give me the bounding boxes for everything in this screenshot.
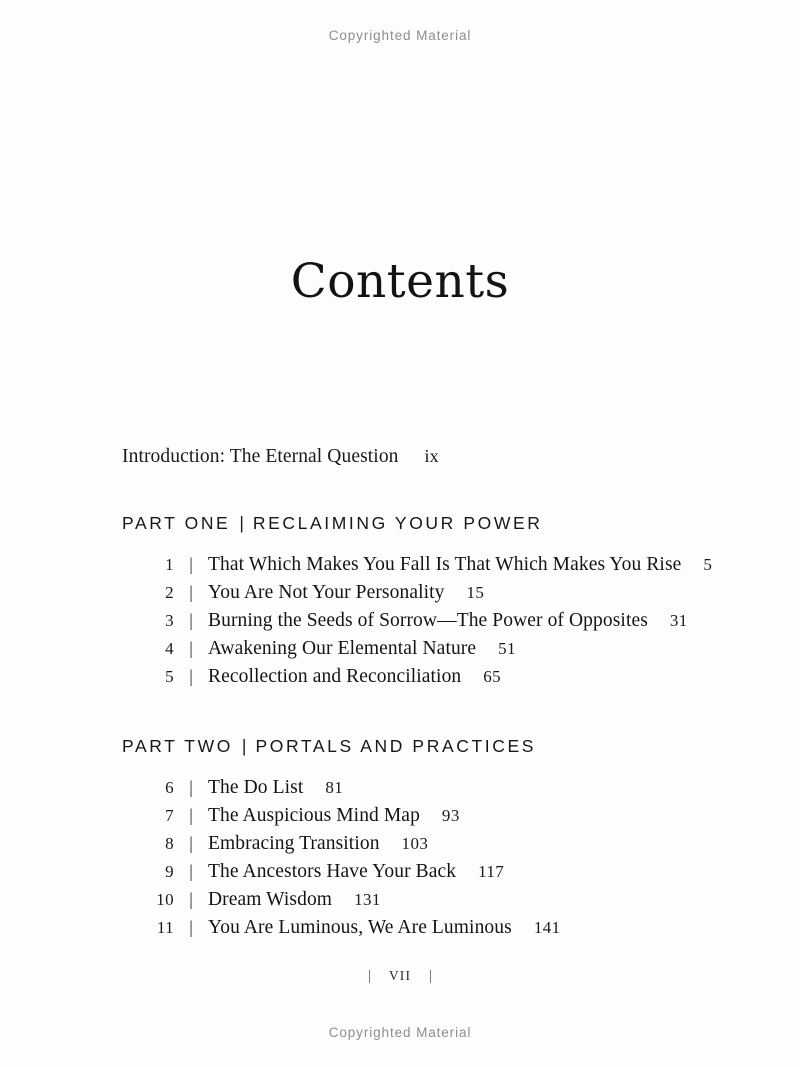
chapter-page-number: 5	[703, 555, 713, 575]
introduction-page-number: ix	[424, 446, 439, 466]
chapter-page-number: 65	[483, 667, 502, 687]
chapter-title: The Do List	[208, 777, 304, 799]
chapter-number: 11	[156, 918, 174, 938]
chapter-divider: |	[189, 610, 193, 631]
table-row[interactable]	[122, 582, 722, 610]
chapter-title: You Are Not Your Personality	[208, 582, 445, 604]
part-heading-two	[122, 736, 722, 757]
chapter-title: Awakening Our Elemental Nature	[208, 638, 477, 660]
copyright-watermark-bottom: Copyrighted Material	[328, 1025, 472, 1040]
chapter-number: 10	[156, 890, 174, 910]
copyright-watermark-top: Copyrighted Material	[328, 28, 472, 43]
chapter-number: 9	[165, 862, 174, 882]
chapter-title: You Are Luminous, We Are Luminous	[208, 917, 512, 939]
chapter-page-number: 103	[401, 834, 429, 854]
chapter-number: 2	[165, 583, 174, 603]
chapter-page-number: 131	[354, 890, 381, 910]
table-row[interactable]	[122, 889, 722, 917]
chapter-page-number: 93	[441, 806, 460, 826]
table-row[interactable]	[122, 554, 722, 582]
chapter-number: 1	[165, 555, 174, 575]
chapter-title: The Auspicious Mind Map	[208, 805, 420, 827]
table-row[interactable]	[122, 610, 722, 638]
folio-left-mark: |	[367, 968, 371, 984]
chapter-list-part-one	[122, 554, 722, 694]
chapter-page-number: 31	[669, 611, 688, 631]
chapter-divider: |	[189, 638, 193, 659]
page-title: Contents	[290, 254, 510, 309]
chapter-page-number: 15	[466, 583, 485, 603]
chapter-list-part-two	[122, 777, 722, 945]
chapter-number: 6	[165, 778, 174, 798]
folio-right-mark: |	[429, 968, 433, 984]
chapter-number: 4	[165, 639, 174, 659]
chapter-divider: |	[189, 582, 193, 603]
chapter-divider: |	[189, 666, 193, 687]
chapter-divider: |	[189, 777, 193, 798]
table-row[interactable]	[122, 638, 722, 666]
table-row[interactable]	[122, 833, 722, 861]
chapter-divider: |	[189, 805, 193, 826]
part-two-label: PART TWO	[122, 736, 233, 757]
chapter-divider: |	[189, 554, 193, 575]
chapter-title: Embracing Transition	[208, 833, 380, 855]
part-heading-one	[122, 513, 722, 534]
chapter-title: Dream Wisdom	[208, 889, 333, 911]
part-one-label: PART ONE	[122, 513, 231, 534]
table-row[interactable]	[122, 666, 722, 694]
chapter-divider: |	[189, 861, 193, 882]
toc-entry-introduction[interactable]	[122, 444, 722, 469]
chapter-divider: |	[189, 889, 193, 910]
table-row[interactable]	[122, 805, 722, 833]
chapter-title: Burning the Seeds of Sorrow—The Power of Opposites	[208, 610, 648, 632]
part-two-divider: |	[241, 736, 247, 757]
folio-page-number: VII	[388, 968, 412, 983]
chapter-title: That Which Makes You Fall Is That Which Makes You Rise	[208, 554, 682, 576]
part-two-name: PORTALS AND PRACTICES	[255, 736, 536, 757]
table-row[interactable]	[122, 861, 722, 889]
chapter-number: 3	[165, 611, 174, 631]
chapter-page-number: 51	[498, 639, 516, 659]
chapter-page-number: 141	[533, 918, 561, 938]
part-one-name: RECLAIMING YOUR POWER	[252, 513, 543, 534]
chapter-page-number: 117	[478, 862, 505, 882]
table-of-contents	[122, 444, 722, 945]
introduction-label: Introduction: The Eternal Question	[122, 446, 399, 467]
table-row[interactable]	[122, 917, 722, 945]
chapter-number: 8	[165, 834, 174, 854]
part-one-divider: |	[239, 513, 244, 534]
chapter-title: The Ancestors Have Your Back	[208, 861, 457, 883]
chapter-title: Recollection and Reconciliation	[208, 666, 462, 688]
chapter-divider: |	[189, 833, 193, 854]
table-row[interactable]	[122, 777, 722, 805]
page-folio	[0, 968, 800, 985]
chapter-divider: |	[189, 917, 193, 938]
chapter-number: 7	[165, 806, 174, 826]
chapter-page-number: 81	[325, 778, 344, 798]
chapter-number: 5	[165, 667, 174, 687]
